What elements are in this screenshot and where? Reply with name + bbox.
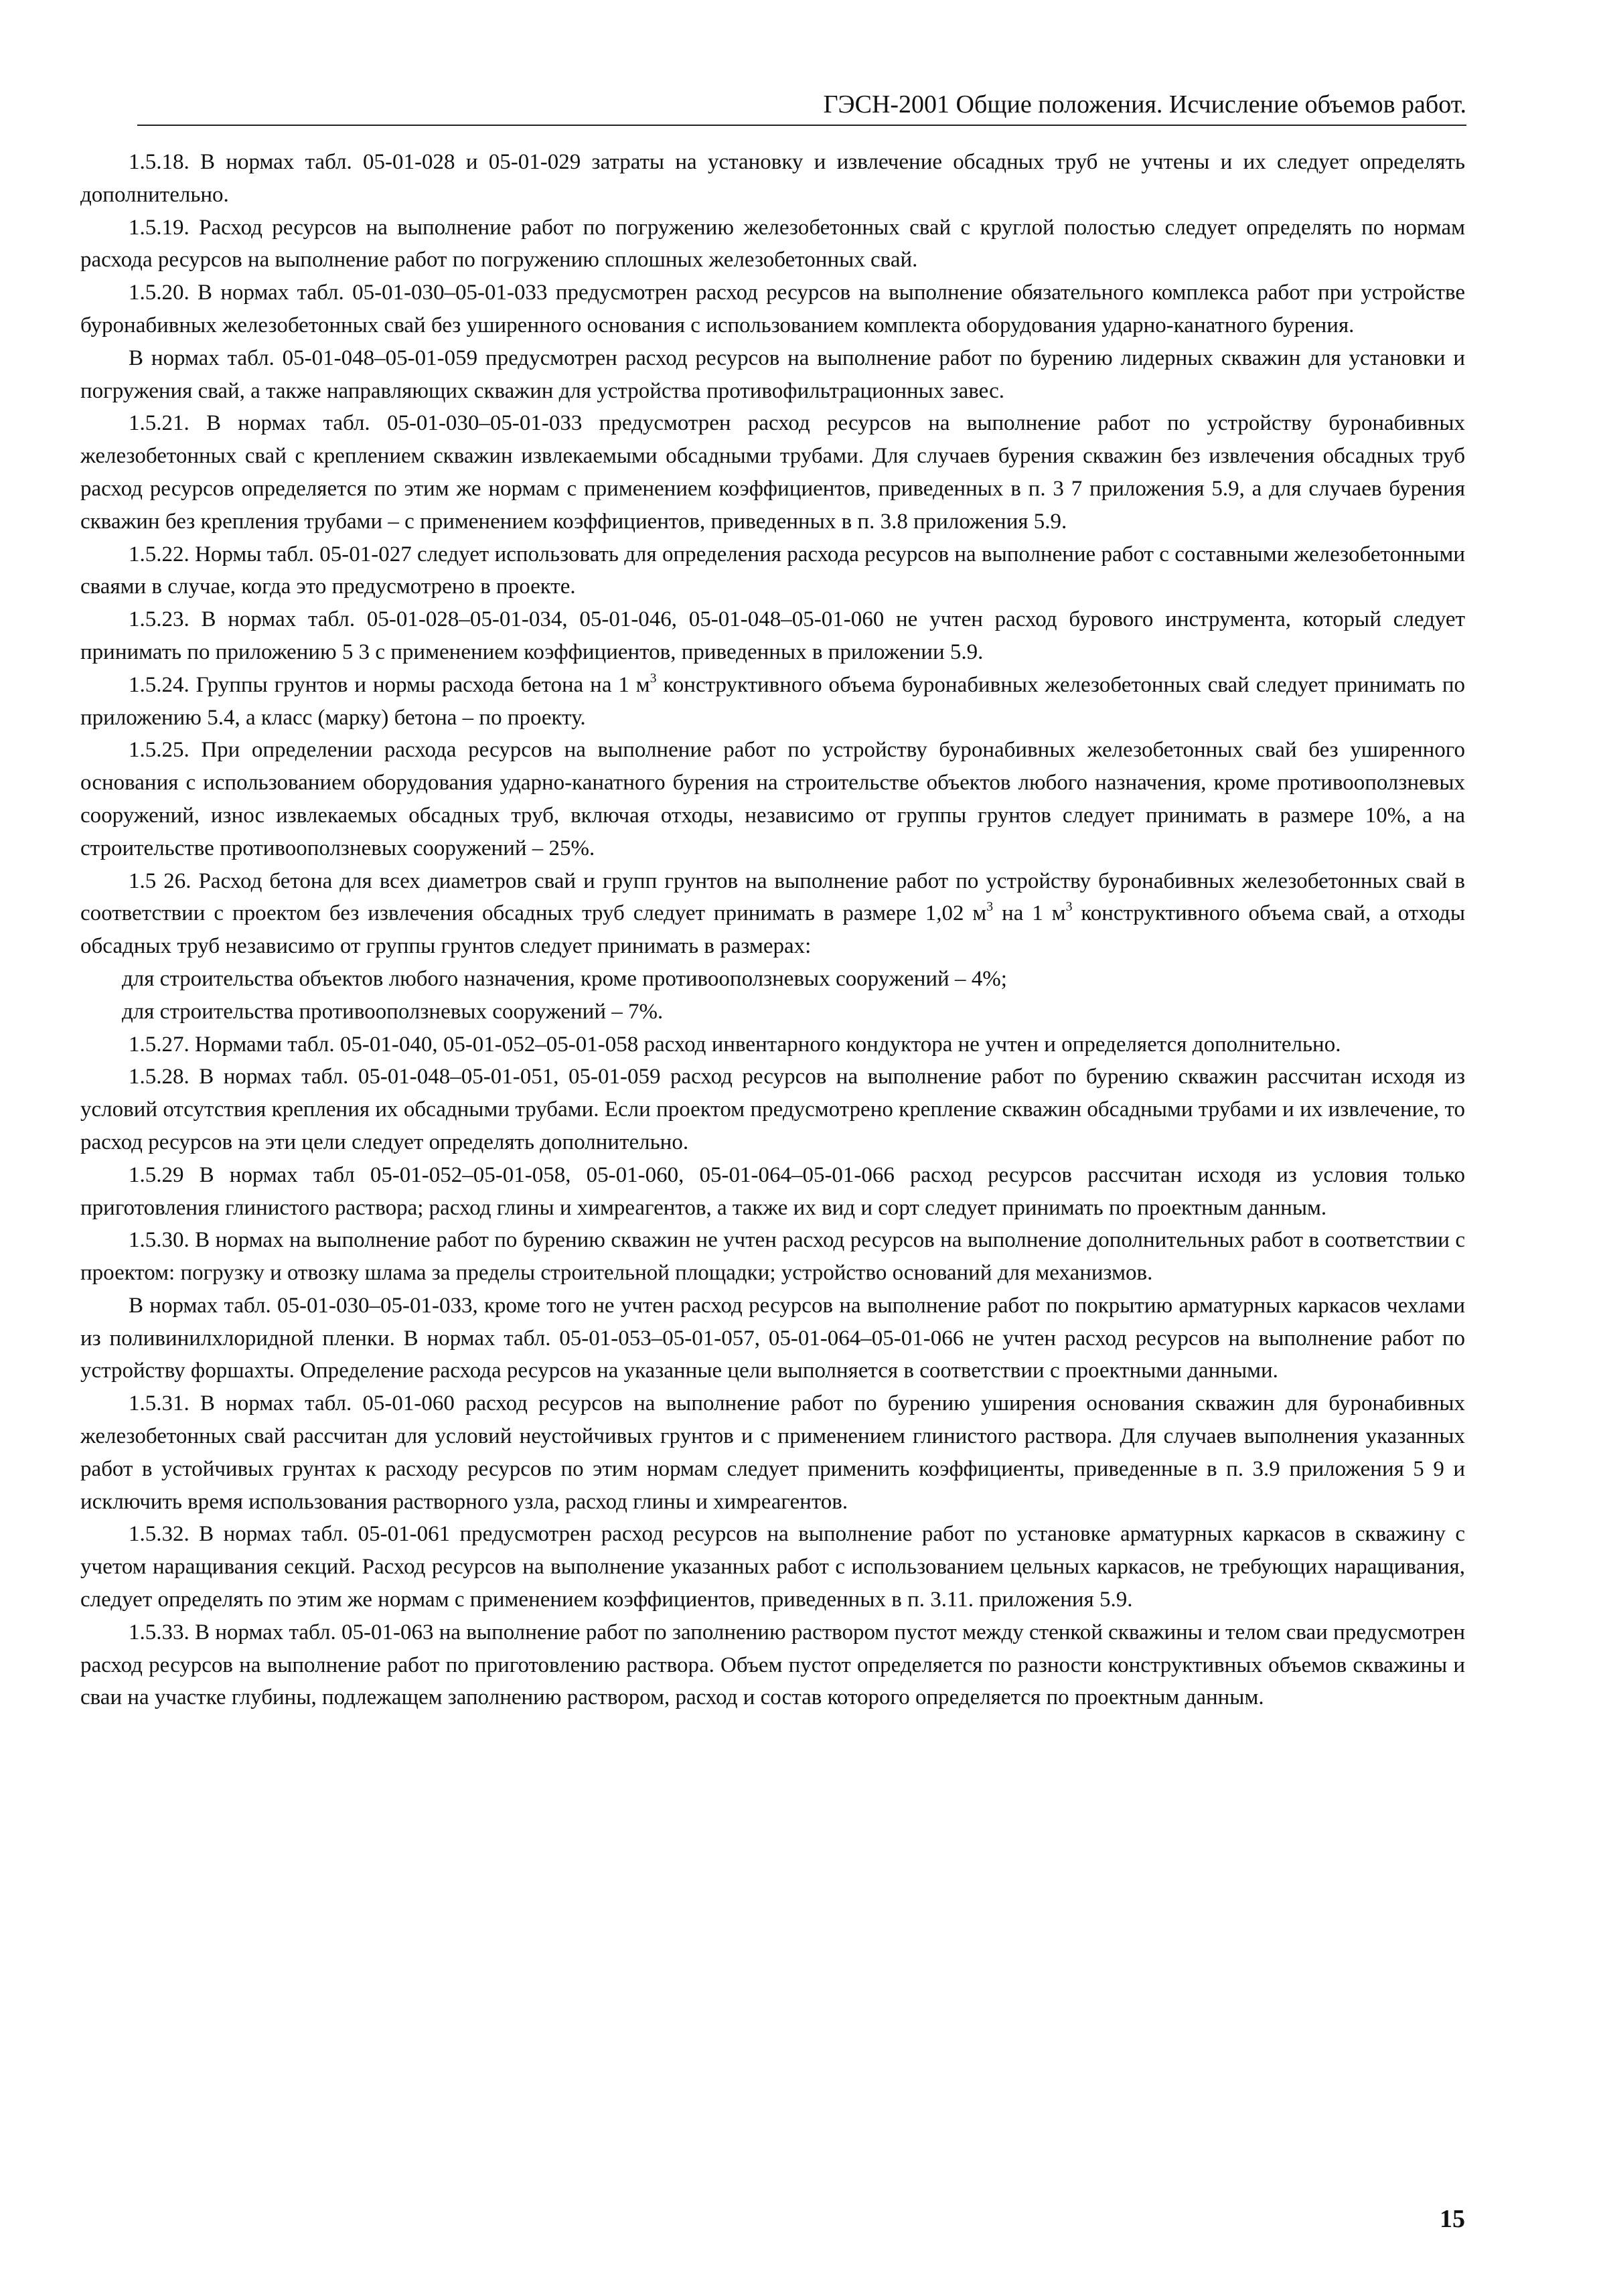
paragraph-1-5-29: 1.5.29 В нормах табл 05-01-052–05-01-058, 05-01-060, 05-01-064–05-01-066 расход ресурсов рассчитан исходя из условия только приготовления глинистого раствора; расход глины и химреагентов, а также их вид и сорт следует принимать по проектным данным. — [80, 1162, 1465, 1220]
text-run: на 1 м — [993, 901, 1066, 926]
paragraph-1-5-26 — [80, 865, 1465, 963]
paragraph-1-5-31: 1.5.31. В нормах табл. 05-01-060 расход ресурсов на выполнение работ по бурению уширения основания скважин для буронабивных железобетонных свай рассчитан для условий неустойчивых грунтов и с применением глинистого раствора. Для случаев выполнения указанных работ в устойчивых грунтах к расходу ресурсов по этим нормам следует применить коэффициенты, приведенные в п. 3.9 приложения 5 9 и исключить время использования растворного узла, расход глины и химреагентов. — [80, 1391, 1465, 1514]
superscript: 3 — [650, 670, 657, 686]
body-text — [80, 146, 1465, 1714]
text-run: конструктивного объема буронабивных железобетонных свай следует принимать по приложению 5.4, а класс (марку) бетона – по проекту. — [80, 672, 1465, 730]
header-rule — [137, 125, 1466, 126]
text-run: 1.5.24. Группы грунтов и нормы расхода бетона на 1 м — [129, 672, 650, 697]
paragraph-1-5-20-cont: В нормах табл. 05-01-048–05-01-059 предусмотрен расход ресурсов на выполнение работ по бурению лидерных скважин для установки и погружения свай, а также направляющих скважин для устройства противофильтрационных завес. — [80, 346, 1465, 403]
running-header: ГЭСН-2001 Общие положения. Исчисление объемов работ. — [823, 90, 1466, 119]
page-number: 15 — [1440, 2205, 1465, 2233]
paragraph-1-5-23: 1.5.23. В нормах табл. 05-01-028–05-01-034, 05-01-046, 05-01-048–05-01-060 не учтен расход бурового инструмента, который следует принимать по приложению 5 3 с применением коэффициентов, приведенных в приложении 5.9. — [80, 607, 1465, 664]
paragraph-1-5-20: 1.5.20. В нормах табл. 05-01-030–05-01-033 предусмотрен расход ресурсов на выполнение обязательного комплекса работ при устройстве буронабивных железобетонных свай без уширенного основания с использованием комплекта оборудования ударно-канатного бурения. — [80, 281, 1465, 337]
paragraph-1-5-30: 1.5.30. В нормах на выполнение работ по бурению скважин не учтен расход ресурсов на выполнение дополнительных работ в соответствии с проектом: погрузку и отвозку шлама за пределы строительной площадки; устройство оснований для механизмов. — [80, 1228, 1465, 1286]
text-run: конструктивного объема свай, а отходы обсадных труб независимо от группы грунтов следует принимать в размерах: — [80, 901, 1465, 959]
paragraph-1-5-18: 1.5.18. В нормах табл. 05-01-028 и 05-01-029 затраты на установку и извлечение обсадных труб не учтены и их следует определять дополнительно. — [80, 150, 1465, 207]
paragraph-1-5-25: 1.5.25. При определении расхода ресурсов на выполнение работ по устройству буронабивных железобетонных свай без уширенного основания с использованием оборудования ударно-канатного бурения на строительстве объектов любого назначения, кроме противооползневых сооружений, износ извлекаемых обсадных труб, включая отходы, независимо от группы грунтов следует принимать в размере 10%, а на строительстве противооползневых сооружений – 25%. — [80, 738, 1465, 860]
superscript: 3 — [1065, 899, 1073, 915]
paragraph-1-5-21: 1.5.21. В нормах табл. 05-01-030–05-01-033 предусмотрен расход ресурсов на выполнение работ по устройству буронабивных железобетонных свай с креплением скважин извлекаемыми обсадными трубами. Для случаев бурения скважин без извлечения обсадных труб расход ресурсов определяется по этим же нормам с применением коэффициентов, приведенных в п. 3 7 приложения 5.9, а для случаев бурения скважин без крепления трубами – с применением коэффициентов, приведенных в п. 3.8 приложения 5.9. — [80, 411, 1465, 534]
paragraph-1-5-32: 1.5.32. В нормах табл. 05-01-061 предусмотрен расход ресурсов на выполнение работ по установке арматурных каркасов в скважину с учетом наращивания секций. Расход ресурсов на выполнение указанных работ с использованием цельных каркасов, не требующих наращивания, следует определять по этим же нормам с применением коэффициентов, приведенных в п. 3.11. приложения 5.9. — [80, 1522, 1465, 1612]
list-item: для строительства объектов любого назначения, кроме противооползневых сооружений – 4%; — [122, 966, 1007, 991]
paragraph-1-5-24 — [80, 669, 1465, 735]
paragraph-1-5-30-cont: В нормах табл. 05-01-030–05-01-033, кроме того не учтен расход ресурсов на выполнение работ по покрытию арматурных каркасов чехлами из поливинилхлоридной пленки. В нормах табл. 05-01-053–05-01-057, 05-01-064–05-01-066 не учтен расход ресурсов на выполнение работ по устройству форшахты. Определение расхода ресурсов на указанные цели выполняется в соответствии с проектными данными. — [80, 1293, 1465, 1383]
text-run: 1.5 26. Расход бетона для всех диаметров свай и групп грунтов на выполнение работ по устройству буронабивных железобетонных свай в соответствии с проектом без извлечения обсадных труб следует принимать в размере 1,02 м — [80, 868, 1465, 926]
paragraph-1-5-33: 1.5.33. В нормах табл. 05-01-063 на выполнение работ по заполнению раствором пустот между стенкой скважины и телом сваи предусмотрен расход ресурсов на выполнение работ по приготовлению раствора. Объем пустот определяется по разности конструктивных объемов скважины и сваи на участке глубины, подлежащем заполнению раствором, расход и состав которого определяется по проектным данным. — [80, 1620, 1465, 1710]
superscript: 3 — [986, 899, 994, 915]
paragraph-1-5-28: 1.5.28. В нормах табл. 05-01-048–05-01-051, 05-01-059 расход ресурсов на выполнение работ по бурению скважин рассчитан исходя из условий отсутствия крепления их обсадными трубами. Если проектом предусмотрено крепление скважин обсадными трубами и их извлечение, то расход ресурсов на эти цели следует определять дополнительно. — [80, 1065, 1465, 1154]
paragraph-1-5-22: 1.5.22. Нормы табл. 05-01-027 следует использовать для определения расхода ресурсов на выполнение работ с составными железобетонными сваями в случае, когда это предусмотрено в проекте. — [80, 542, 1465, 599]
paragraph-1-5-19: 1.5.19. Расход ресурсов на выполнение работ по погружению железобетонных свай с круглой полостью следует определять по нормам расхода ресурсов на выполнение работ по погружению сплошных железобетонных свай. — [80, 215, 1465, 273]
list-item: для строительства противооползневых сооружений – 7%. — [122, 999, 664, 1024]
paragraph-1-5-27: 1.5.27. Нормами табл. 05-01-040, 05-01-052–05-01-058 расход инвентарного кондуктора не учтен и определяется дополнительно. — [129, 1032, 1341, 1057]
